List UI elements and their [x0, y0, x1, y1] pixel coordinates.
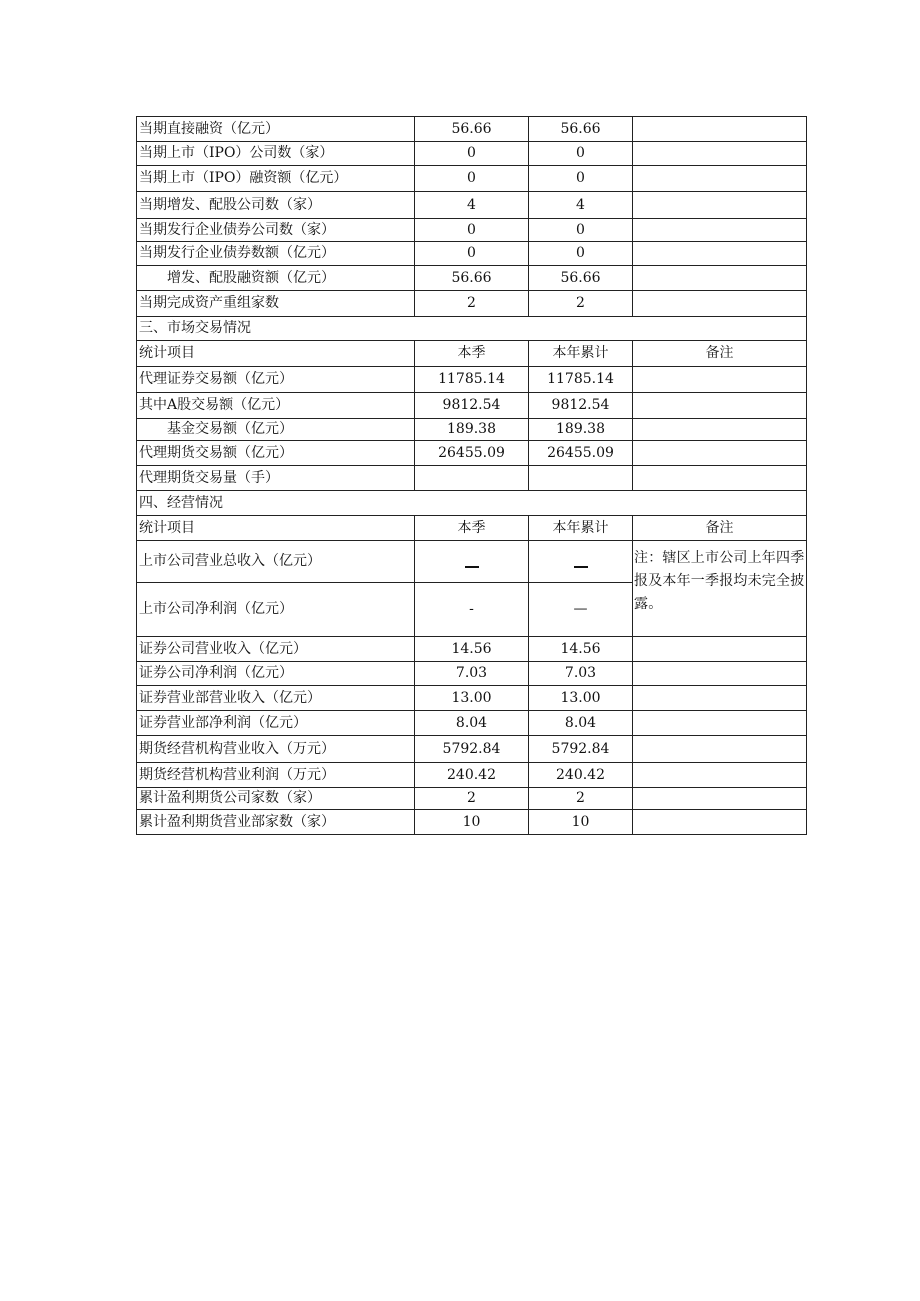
quarter-value: 56.66: [415, 266, 529, 291]
table-row: [137, 419, 807, 441]
quarter-value: [415, 541, 529, 583]
ytd-value: [529, 541, 633, 583]
quarter-value: 11785.14: [415, 367, 529, 393]
ytd-value: 8.04: [529, 711, 633, 736]
note-cell: [633, 419, 807, 441]
note-cell: [633, 466, 807, 491]
table-row: [137, 736, 807, 763]
quarter-value: 189.38: [415, 419, 529, 441]
section-title-row: [137, 491, 807, 516]
note-cell: [633, 291, 807, 317]
ytd-value: 189.38: [529, 419, 633, 441]
ytd-value: [529, 466, 633, 491]
row-label: 期货经营机构营业利润（万元）: [137, 763, 415, 788]
row-label: 当期发行企业债券数额（亿元）: [137, 242, 415, 266]
note-cell: [633, 637, 807, 662]
note-cell: [633, 763, 807, 788]
row-label: 当期上市（IPO）融资额（亿元）: [137, 166, 415, 192]
table-row: [137, 393, 807, 419]
row-label: 累计盈利期货营业部家数（家）: [137, 810, 415, 835]
note-cell: [633, 810, 807, 835]
row-label: 代理期货交易额（亿元）: [137, 441, 415, 466]
table-row: [137, 637, 807, 662]
table-row: [137, 788, 807, 810]
quarter-value: 7.03: [415, 662, 529, 686]
ytd-value: 0: [529, 142, 633, 166]
note-cell: [633, 736, 807, 763]
ytd-value: 0: [529, 219, 633, 242]
ytd-value: 9812.54: [529, 393, 633, 419]
section-title-row: [137, 317, 807, 341]
note-cell: [633, 441, 807, 466]
ytd-value: 7.03: [529, 662, 633, 686]
ytd-value: 56.66: [529, 117, 633, 142]
table-row: [137, 242, 807, 266]
row-label: 证券营业部净利润（亿元）: [137, 711, 415, 736]
quarter-value: 56.66: [415, 117, 529, 142]
header-row: [137, 341, 807, 367]
row-label: 代理期货交易量（手）: [137, 466, 415, 491]
row-label: 基金交易额（亿元）: [137, 419, 415, 441]
quarter-value: 9812.54: [415, 393, 529, 419]
note-cell: [633, 192, 807, 219]
ytd-value: 14.56: [529, 637, 633, 662]
row-label: 代理证券交易额（亿元）: [137, 367, 415, 393]
ytd-value: 26455.09: [529, 441, 633, 466]
quarter-value: -: [415, 583, 529, 637]
quarter-value: 8.04: [415, 711, 529, 736]
note-cell: [633, 166, 807, 192]
row-label: 证券公司净利润（亿元）: [137, 662, 415, 686]
note-cell: [633, 242, 807, 266]
row-label: 期货经营机构营业收入（万元）: [137, 736, 415, 763]
quarter-value: 4: [415, 192, 529, 219]
note-cell: [633, 686, 807, 711]
table-row: [137, 291, 807, 317]
row-label: 上市公司营业总收入（亿元）: [137, 541, 415, 583]
table-row: [137, 466, 807, 491]
table-row: [137, 662, 807, 686]
row-label: 当期完成资产重组家数: [137, 291, 415, 317]
table-row: [137, 219, 807, 242]
table-row: [137, 117, 807, 142]
row-label: 累计盈利期货公司家数（家）: [137, 788, 415, 810]
note-cell: [633, 711, 807, 736]
quarter-value: 2: [415, 291, 529, 317]
note-cell: [633, 142, 807, 166]
row-label: 当期发行企业债券公司数（家）: [137, 219, 415, 242]
table-row: [137, 266, 807, 291]
row-label: 证券公司营业收入（亿元）: [137, 637, 415, 662]
quarter-value: 0: [415, 142, 529, 166]
ytd-value: 240.42: [529, 763, 633, 788]
header-note: 备注: [633, 341, 807, 367]
quarter-value: 240.42: [415, 763, 529, 788]
dash-mark: [574, 566, 588, 568]
note-cell: [633, 662, 807, 686]
quarter-value: 13.00: [415, 686, 529, 711]
note-cell: [633, 266, 807, 291]
table-row: [137, 541, 807, 583]
quarter-value: 0: [415, 242, 529, 266]
table-row: [137, 192, 807, 219]
header-row: [137, 516, 807, 541]
ytd-value: 5792.84: [529, 736, 633, 763]
row-label: 其中A股交易额（亿元）: [137, 393, 415, 419]
header-note: 备注: [633, 516, 807, 541]
note-cell: [633, 367, 807, 393]
note-cell: [633, 117, 807, 142]
note-text: 注：辖区上市公司上年四季报及本年一季报均未完全披露。: [633, 541, 807, 637]
header-ytd: 本年累计: [529, 341, 633, 367]
quarter-value: 2: [415, 788, 529, 810]
ytd-value: 0: [529, 166, 633, 192]
table-row: [137, 763, 807, 788]
quarter-value: [415, 466, 529, 491]
row-label: 增发、配股融资额（亿元）: [137, 266, 415, 291]
quarter-value: 26455.09: [415, 441, 529, 466]
table-row: [137, 810, 807, 835]
statistics-table: [136, 116, 807, 835]
ytd-value: 11785.14: [529, 367, 633, 393]
dash-mark: [465, 566, 479, 568]
section-title: 四、经营情况: [137, 491, 807, 516]
note-cell: [633, 393, 807, 419]
row-label: 证券营业部营业收入（亿元）: [137, 686, 415, 711]
table-row: [137, 711, 807, 736]
table-row: [137, 166, 807, 192]
row-label: 当期直接融资（亿元）: [137, 117, 415, 142]
ytd-value: 0: [529, 242, 633, 266]
quarter-value: 0: [415, 219, 529, 242]
header-item: 统计项目: [137, 516, 415, 541]
table-row: [137, 686, 807, 711]
note-cell: [633, 788, 807, 810]
ytd-value: 10: [529, 810, 633, 835]
quarter-value: 0: [415, 166, 529, 192]
row-label: 当期增发、配股公司数（家）: [137, 192, 415, 219]
quarter-value: 14.56: [415, 637, 529, 662]
note-cell: [633, 219, 807, 242]
ytd-value: 2: [529, 788, 633, 810]
table-row: [137, 441, 807, 466]
header-quarter: 本季: [415, 341, 529, 367]
ytd-value: 56.66: [529, 266, 633, 291]
section-title: 三、市场交易情况: [137, 317, 807, 341]
ytd-value: 4: [529, 192, 633, 219]
ytd-value: 2: [529, 291, 633, 317]
quarter-value: 10: [415, 810, 529, 835]
ytd-value: 13.00: [529, 686, 633, 711]
table-row: [137, 367, 807, 393]
ytd-value: —: [529, 583, 633, 637]
header-ytd: 本年累计: [529, 516, 633, 541]
header-quarter: 本季: [415, 516, 529, 541]
table-row: [137, 142, 807, 166]
quarter-value: 5792.84: [415, 736, 529, 763]
header-item: 统计项目: [137, 341, 415, 367]
row-label: 当期上市（IPO）公司数（家）: [137, 142, 415, 166]
row-label: 上市公司净利润（亿元）: [137, 583, 415, 637]
